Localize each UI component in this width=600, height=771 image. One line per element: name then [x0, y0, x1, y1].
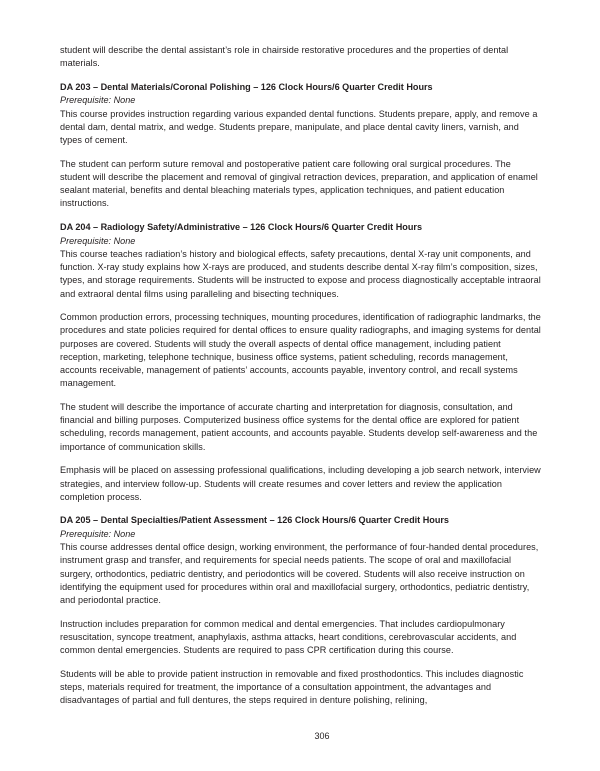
course-prerequisite-da204: Prerequisite: None — [60, 235, 136, 246]
course-prerequisite-da203: Prerequisite: None — [60, 95, 136, 106]
page-number: 306 — [314, 731, 330, 741]
course-heading-da204: DA 204 – Radiology Safety/Administrative – 126 Clock Hours/6 Quarter Credit Hours — [60, 222, 423, 233]
course-block-da203 — [60, 81, 541, 211]
course-paragraph-da204-2: Common production errors, processing techniques, mounting procedures, identification of radiographic landmarks, the procedures and state policies required for dental offices to ensure quality radiographs, and imaging systems for dental purposes are covered. Students will study the overall aspects of dental office management, including patient reception, marketing, telephone technique, business office systems, patient scheduling, records management, accounts receivable, management of patients’ accounts, accounts payable, inventory control, and recall systems management. — [60, 312, 541, 389]
course-paragraph-da205-2: Instruction includes preparation for common medical and dental emergencies. That includes cardiopulmonary resuscitation, syncope treatment, anaphylaxis, asthma attacks, heart conditions, cerebrovascular accidents, and common dental emergencies. Students are required to pass CPR certification during this course. — [60, 618, 517, 656]
course-prerequisite-da205: Prerequisite: None — [60, 528, 136, 539]
course-paragraph-da205-3: Students will be able to provide patient instruction in removable and fixed prosthodontics. This includes diagnostic steps, materials required for treatment, the importance of a consultation appointment, the advantages and disadvantages of partial and full dentures, the steps required in denture polishing, relining, — [60, 668, 524, 706]
course-block-da204 — [60, 221, 541, 504]
course-paragraph-da205-1: This course addresses dental office design, working environment, the performance of four-handed dental procedures, instrument grasp and transfer, and requirements for special needs patients. The scope of oral and maxillofacial surgery, orthodontics, pediatric dentistry, and periodontics will be covered. Students will also receive instruction on identifying the equipment used for procedures within oral and maxillofacial surgery, orthodontics, pediatric dentistry, and periodontal practice. — [60, 542, 539, 606]
course-paragraph-da204-1: This course teaches radiation’s history and biological effects, safety precautions, dental X-ray unit components, and function. X-ray study explains how X-rays are produced, and students describe dental X-ray film’s composition, sizes, types, and storage requirements. Students will be instructed to expose and process diagnostically acceptable intraoral and extraoral dental films using paralleling and bisecting techniques. — [60, 248, 541, 299]
course-paragraph-da203-1: This course provides instruction regarding various expanded dental functions. Students prepare, apply, and remove a dental dam, dental matrix, and wedge. Students prepare, manipulate, and place dental cavity liners, varnish, and types of cement. — [60, 108, 538, 146]
course-heading-da205: DA 205 – Dental Specialties/Patient Assessment – 126 Clock Hours/6 Quarter Credit Hours — [60, 515, 449, 526]
course-heading-da203: DA 203 – Dental Materials/Coronal Polishing – 126 Clock Hours/6 Quarter Credit Hours — [60, 81, 433, 92]
course-paragraph-da204-3: The student will describe the importance of accurate charting and interpretation for diagnosis, consultation, and financial and billing purposes. Computerized business office systems for the dental office are explored for patient scheduling, records management, patient accounts, and accounts payable. Students develop self-awareness and the importance of communication skills. — [60, 401, 538, 452]
page-content — [60, 44, 541, 707]
course-block-da205 — [60, 514, 541, 707]
course-paragraph-da204-4: Emphasis will be placed on assessing professional qualifications, including developing a job search network, interview strategies, and interview follow-up. Students will create resumes and cover letters and review the application completion process. — [60, 465, 541, 502]
paragraph-intro-continued: student will describe the dental assistant’s role in chairside restorative procedures and the properties of dental materials. — [60, 45, 509, 69]
course-paragraph-da203-2: The student can perform suture removal and postoperative patient care following oral surgical procedures. The student will describe the placement and removal of gingival retraction devices, preparation, and application of enamel sealant material, benefits and dental bleaching materials types, application techniques, and patient education instructions. — [60, 158, 538, 209]
